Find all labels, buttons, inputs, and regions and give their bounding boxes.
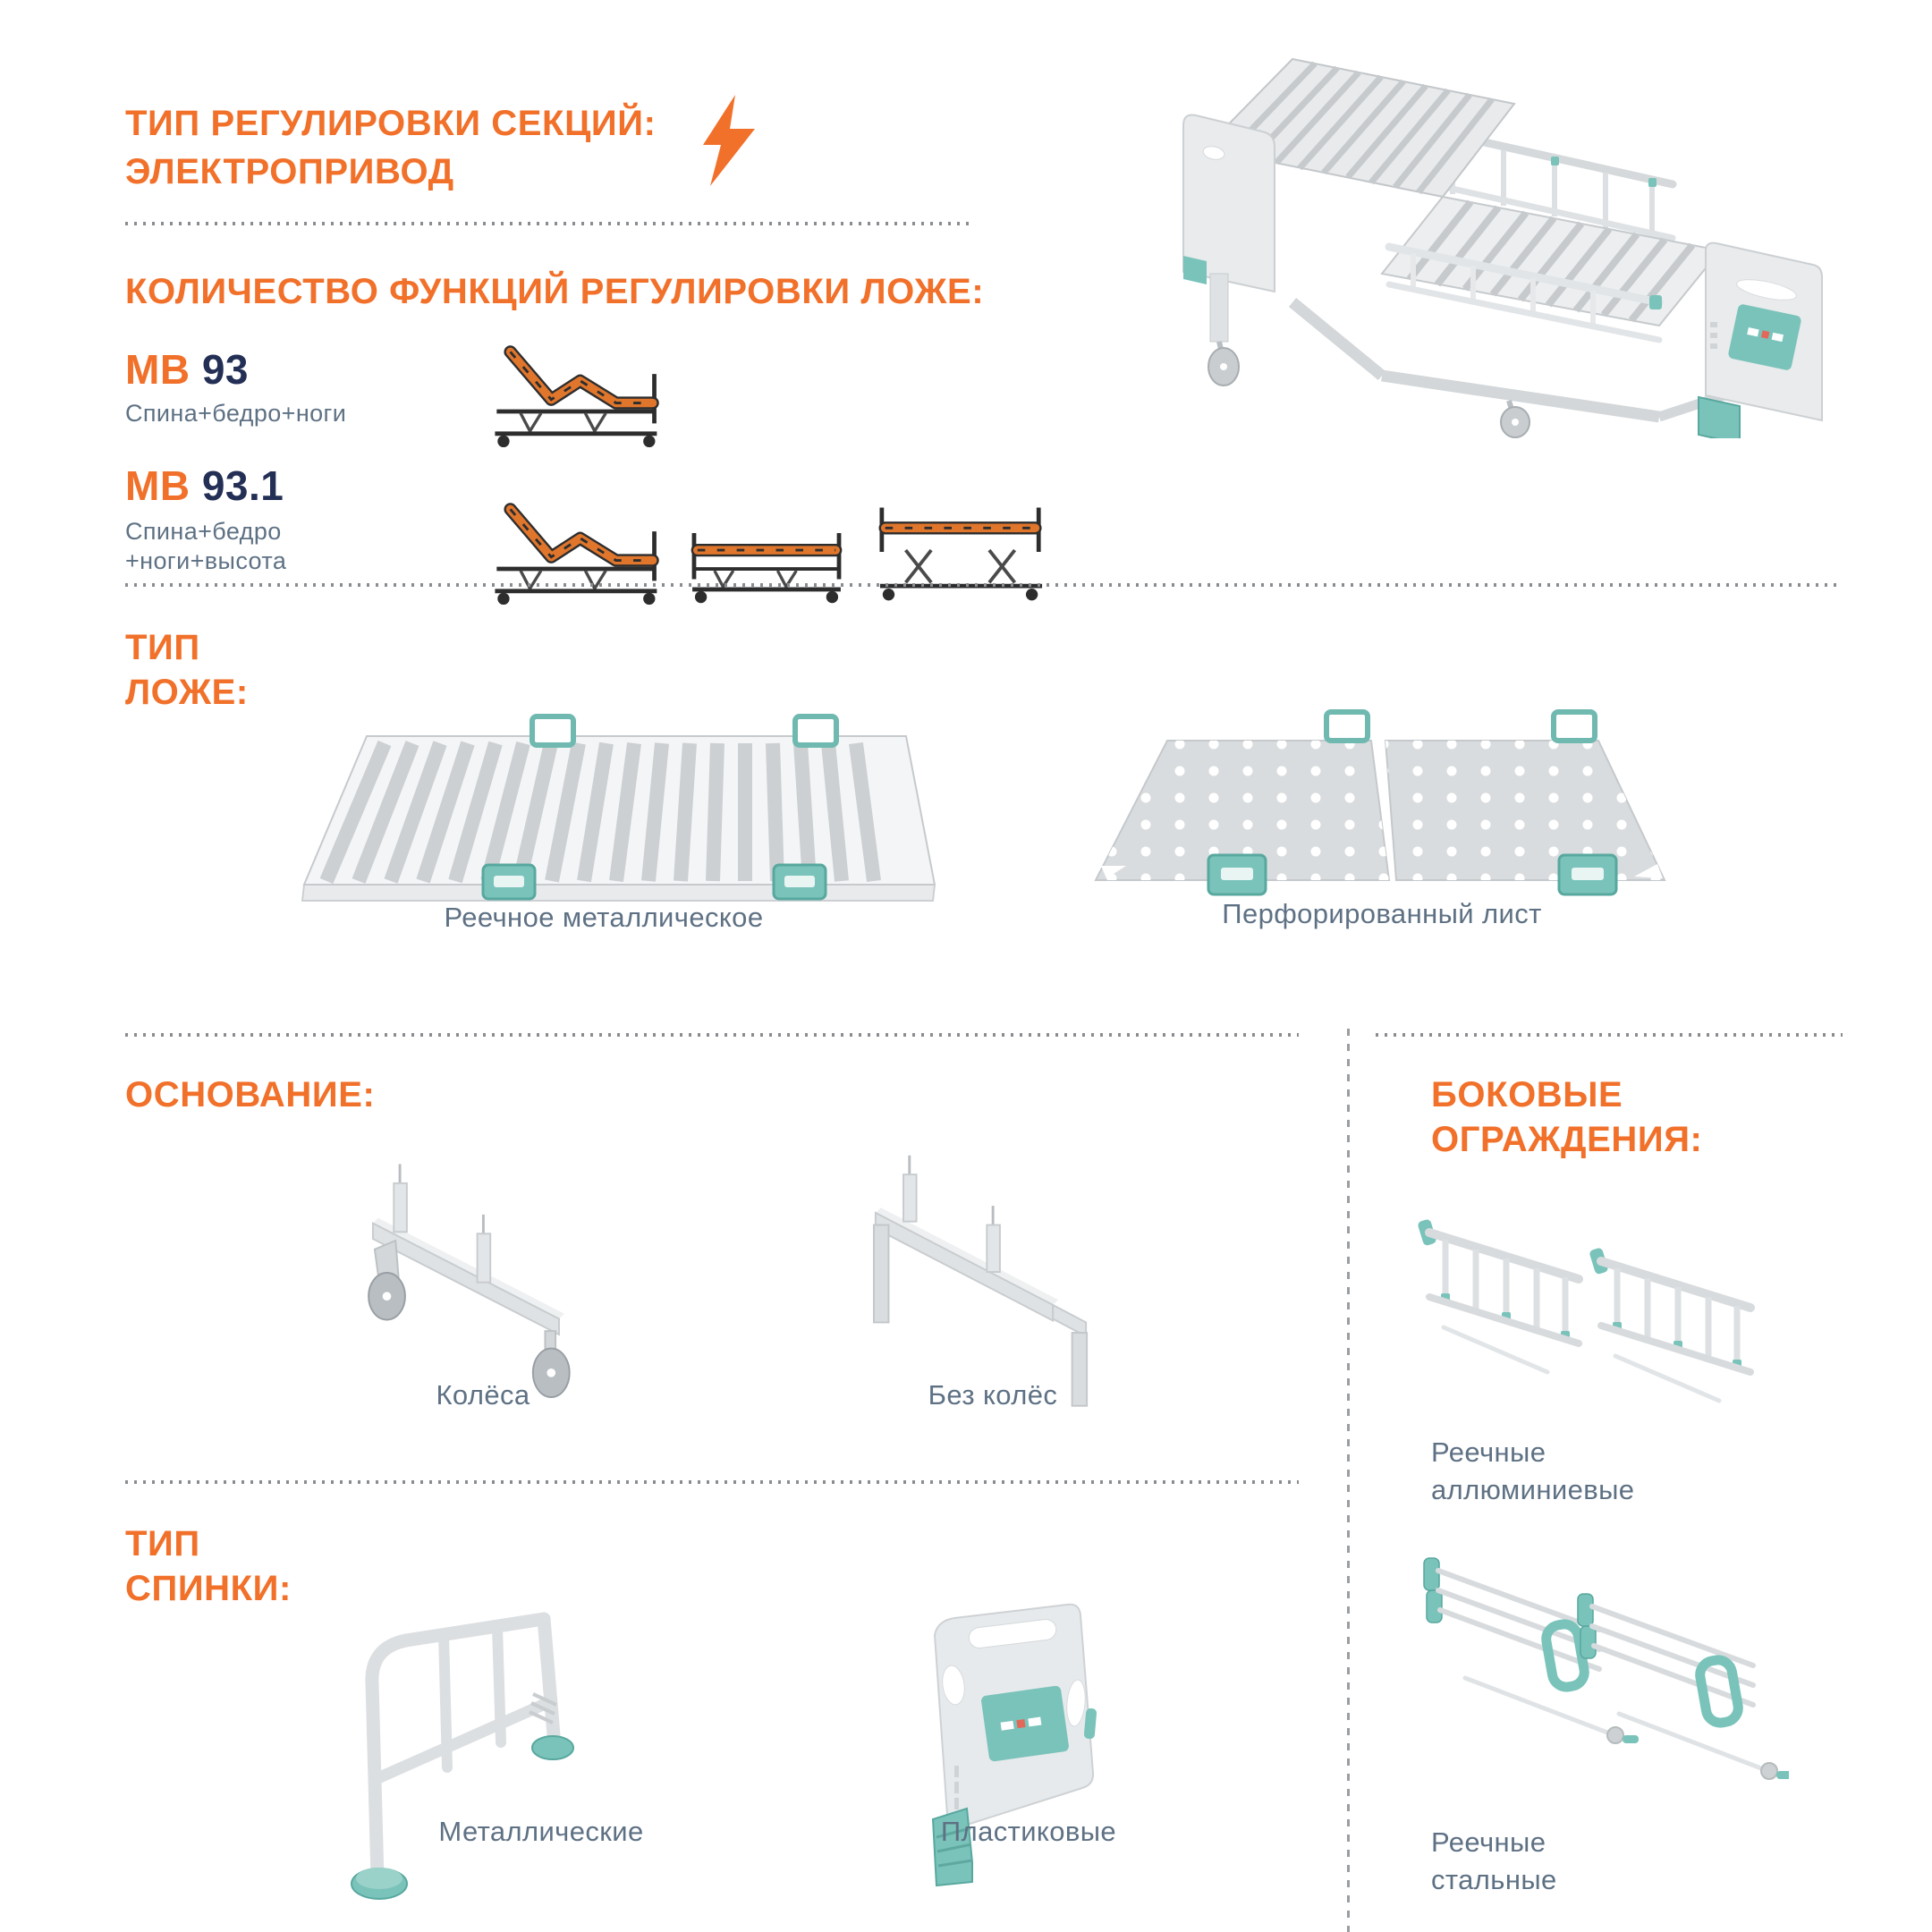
aluminum-rails-image [1413, 1197, 1789, 1429]
steel-rails-image [1413, 1546, 1789, 1814]
plastic-backrest-image [845, 1594, 1123, 1902]
backrest-title-line1: ТИП [125, 1524, 200, 1563]
bed-profile-diagram-back-hip-legs [485, 340, 664, 449]
model-mb93-subtitle: Спина+бедро+ноги [125, 400, 347, 427]
platform-option-label: Перфорированный лист [1222, 898, 1542, 929]
side-rails-title-line1: БОКОВЫЕ [1431, 1075, 1623, 1114]
separator [125, 222, 975, 225]
separator [125, 583, 1843, 587]
product-bed-image [1158, 7, 1852, 438]
backrest-option-label: Металлические [438, 1816, 644, 1847]
adjustment-type-title-line1: ТИП РЕГУЛИРОВКИ СЕКЦИЙ: [125, 104, 657, 143]
base-no-wheels-image [841, 1134, 1154, 1411]
separator [1376, 1033, 1843, 1037]
model-mb93-1-subtitle-line2: +ноги+высота [125, 547, 287, 574]
model-code-mb93-1 [125, 462, 284, 510]
backrest-option-label: Пластиковые [940, 1816, 1117, 1847]
side-rails-option-label-line1: Реечные [1431, 1826, 1546, 1858]
platform-option-label: Реечное металлическое [444, 902, 764, 933]
base-option-label: Колёса [436, 1379, 530, 1411]
backrest-title-line2: СПИНКИ: [125, 1569, 292, 1608]
platform-title-line2: ЛОЖЕ: [125, 673, 249, 712]
bed-profile-diagram-back-hip-legs [485, 497, 664, 606]
side-rails-title-line2: ОГРАЖДЕНИЯ: [1431, 1120, 1703, 1159]
model-mb93-1-subtitle-line1: Спина+бедро [125, 518, 282, 545]
base-title: ОСНОВАНИЕ: [125, 1075, 376, 1114]
model-code-prefix: МВ [125, 346, 191, 393]
side-rails-option-label-line2: стальные [1431, 1864, 1557, 1895]
separator [125, 1480, 1299, 1484]
bed-profile-diagram-flat-low [683, 497, 850, 606]
lightning-icon [696, 95, 762, 186]
bed-profile-diagram-flat-high [869, 497, 1053, 606]
base-option-label: Без колёс [928, 1379, 1058, 1411]
functions-title: КОЛИЧЕСТВО ФУНКЦИЙ РЕГУЛИРОВКИ ЛОЖЕ: [125, 272, 985, 311]
metal-backrest-image [322, 1594, 599, 1902]
side-rails-option-label-line1: Реечные [1431, 1436, 1546, 1468]
model-code-number: 93.1 [201, 462, 284, 509]
separator-vertical [1347, 1029, 1350, 1932]
slatted-platform-image [255, 709, 953, 924]
separator [125, 1033, 1299, 1037]
perforated-platform-image [1033, 707, 1731, 921]
side-rails-option-label-line2: аллюминиевые [1431, 1474, 1635, 1505]
model-code-prefix: МВ [125, 462, 191, 509]
model-code-number: 93 [201, 346, 249, 393]
base-wheels-image [340, 1134, 653, 1411]
model-code-mb93 [125, 345, 249, 394]
platform-title-line1: ТИП [125, 628, 200, 667]
adjustment-type-title-line2: ЭЛЕКТРОПРИВОД [125, 152, 454, 191]
